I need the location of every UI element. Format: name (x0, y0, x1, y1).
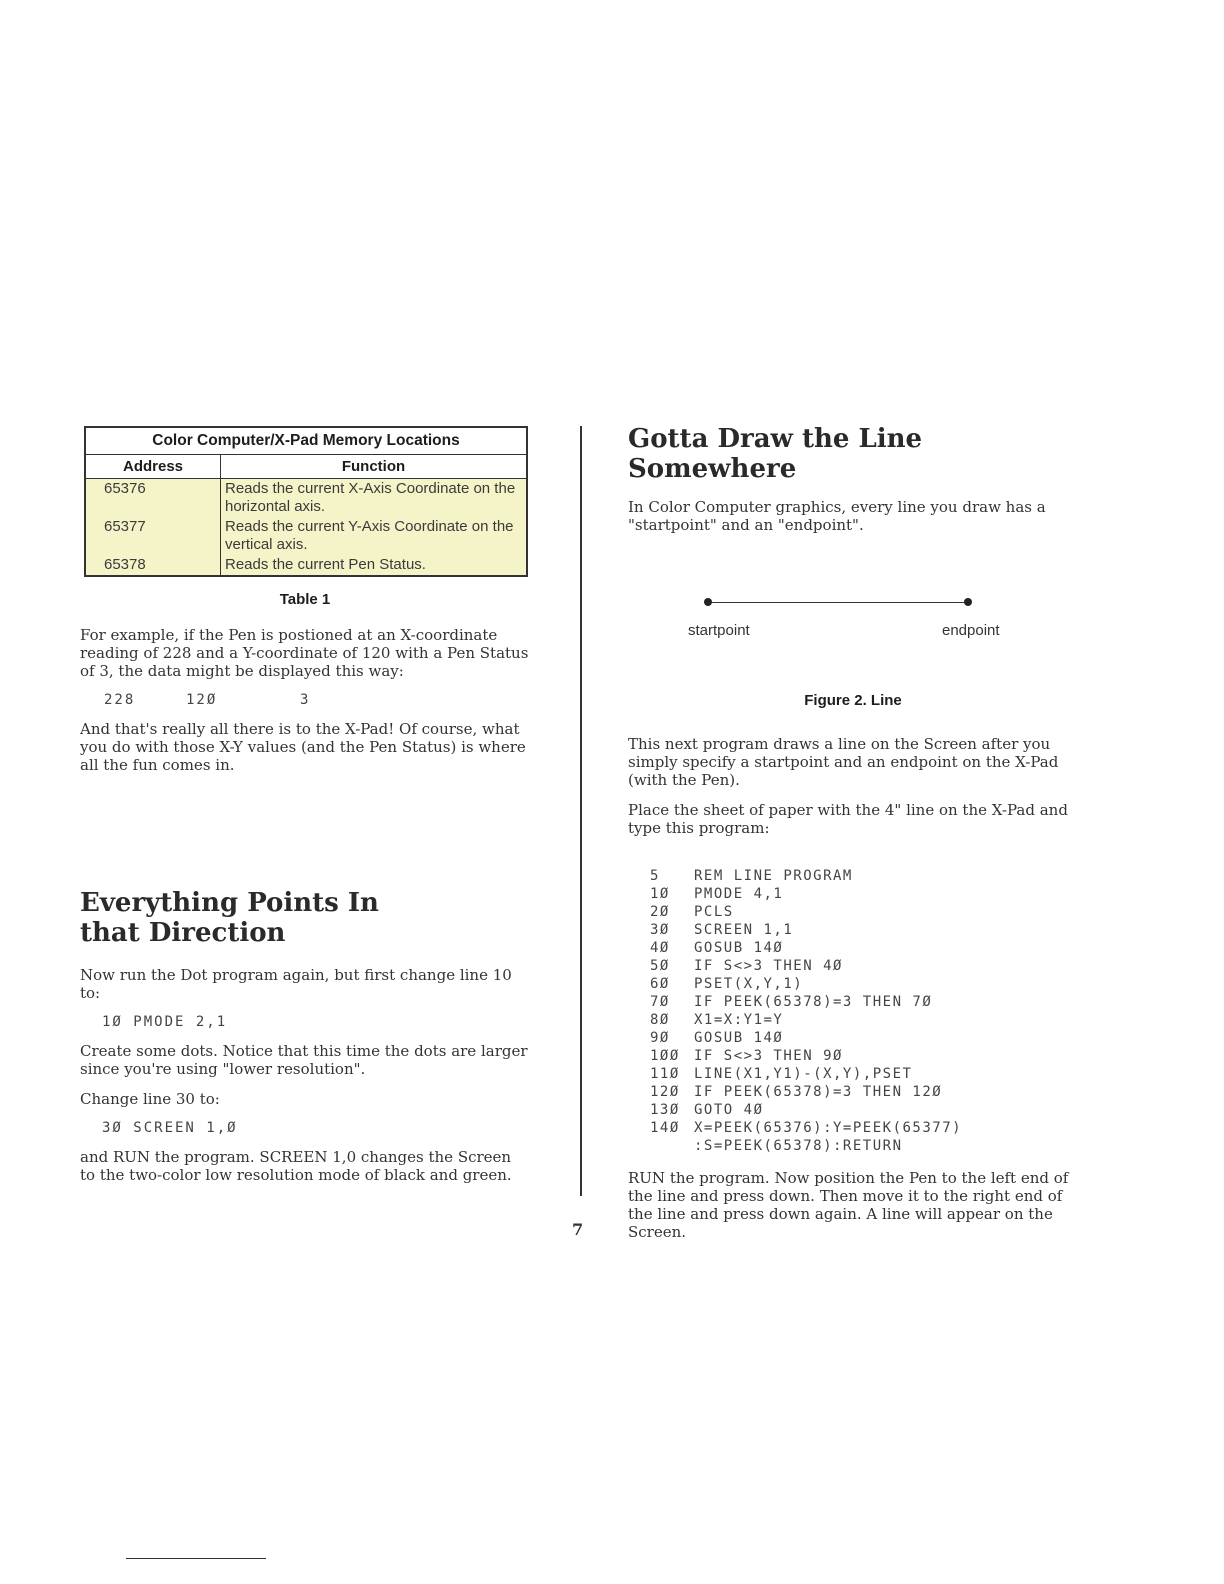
code-line (650, 1065, 1078, 1083)
section-heading: Gotta Draw the Line Somewhere (628, 424, 923, 484)
paragraph: For example, if the Pen is postioned at an X-coordinate reading of 228 and a Y-coordinate of 120 with a Pen Status of 3, the data might be displayed this way: (80, 626, 529, 680)
figure-caption: Figure 2. Line (804, 692, 902, 709)
code-line (650, 939, 1078, 957)
table-header-address: Address (85, 455, 221, 479)
paragraph: Place the sheet of paper with the 4" line on the X-Pad and type this program: (628, 801, 1068, 837)
line-number: 1Ø (650, 886, 670, 902)
line-code: GOTO 4Ø (694, 1102, 764, 1118)
table-row (85, 517, 527, 555)
line-number: 1ØØ (650, 1048, 680, 1064)
line-number: 14Ø (650, 1120, 680, 1136)
table-caption: Color Computer/X-Pad Memory Locations (85, 427, 527, 455)
figure-line (708, 602, 968, 603)
line-number: 13Ø (650, 1102, 680, 1118)
paragraph: Change line 30 to: (80, 1090, 220, 1108)
line-number: 3Ø (650, 922, 670, 938)
code-line (650, 903, 1078, 921)
code-line (650, 957, 1078, 975)
line-code: LINE(X1,Y1)-(X,Y),PSET (694, 1066, 913, 1082)
code-line (650, 885, 1078, 903)
code-line (650, 1101, 1078, 1119)
code-line (650, 921, 1078, 939)
line-code: IF PEEK(65378)=3 THEN 12Ø (694, 1084, 943, 1100)
line-code: IF S<>3 THEN 9Ø (694, 1048, 843, 1064)
paragraph: Now run the Dot program again, but first change line 10 to: (80, 966, 512, 1002)
paragraph: This next program draws a line on the Screen after you simply specify a startpoint and an endpoint on the X-Pad (with the Pen). (628, 735, 1059, 789)
line-code: PMODE 4,1 (694, 886, 784, 902)
line-code: IF S<>3 THEN 4Ø (694, 958, 843, 974)
column-divider (580, 426, 582, 1196)
line-number: 12Ø (650, 1084, 680, 1100)
table-header-function: Function (221, 455, 528, 479)
table-cell-function: Reads the current Pen Status. (221, 555, 528, 576)
line-code: REM LINE PROGRAM (694, 868, 853, 884)
line-number: 8Ø (650, 1012, 670, 1028)
table-label: Table 1 (279, 591, 331, 608)
code-line-continuation: :S=PEEK(65378):RETURN (694, 1138, 903, 1154)
paragraph: and RUN the program. SCREEN 1,0 changes the Screen to the two-color low resolution mode of black and green. (80, 1148, 512, 1184)
endpoint-label: endpoint (942, 622, 1000, 639)
line-code: IF PEEK(65378)=3 THEN 7Ø (694, 994, 933, 1010)
paragraph: Create some dots. Notice that this time the dots are larger since you're using "lower resolution". (80, 1042, 528, 1078)
page-number: 7 (572, 1220, 584, 1239)
line-code: GOSUB 14Ø (694, 1030, 784, 1046)
paragraph: RUN the program. Now position the Pen to the left end of the line and press down. Then move it to the right end of the line and press down again. A line will appear on the Screen. (628, 1169, 1069, 1241)
code-line (650, 1047, 1078, 1065)
line-code: PCLS (694, 904, 734, 920)
footer-rule (126, 1558, 266, 1559)
code-snippet: 1Ø PMODE 2,1 (102, 1014, 228, 1030)
line-number: 5Ø (650, 958, 670, 974)
code-snippet: 3Ø SCREEN 1,Ø (102, 1120, 238, 1136)
sample-x-value: 228 (104, 692, 136, 708)
figure-line-diagram (628, 570, 1078, 690)
endpoint-dot (964, 598, 972, 606)
table-cell-address: 65376 (85, 479, 221, 518)
table-cell-function: Reads the current X-Axis Coordinate on the horizontal axis. (221, 479, 528, 518)
sample-output (104, 692, 530, 708)
paragraph: In Color Computer graphics, every line you draw has a "startpoint" and an "endpoint". (628, 498, 1046, 534)
code-line (650, 867, 1078, 885)
table-cell-function: Reads the current Y-Axis Coordinate on the vertical axis. (221, 517, 528, 555)
code-line (650, 993, 1078, 1011)
line-number: 4Ø (650, 940, 670, 956)
section-heading: Everything Points In that Direction (80, 888, 379, 948)
paragraph: And that's really all there is to the X-Pad! Of course, what you do with those X-Y values (and the Pen Status) is where all the fun comes in. (80, 720, 526, 774)
sample-status-value: 3 (300, 692, 311, 708)
code-line (650, 1029, 1078, 1047)
line-number: 11Ø (650, 1066, 680, 1082)
line-number: 7Ø (650, 994, 670, 1010)
line-number: 9Ø (650, 1030, 670, 1046)
line-number: 5 (650, 868, 660, 884)
code-line (650, 1011, 1078, 1029)
left-column (80, 426, 530, 1184)
line-code: X1=X:Y1=Y (694, 1012, 784, 1028)
sample-y-value: 12Ø (186, 692, 218, 708)
program-listing (650, 867, 1078, 1155)
line-code: GOSUB 14Ø (694, 940, 784, 956)
code-line (650, 975, 1078, 993)
right-column (628, 424, 1078, 1241)
memory-locations-table (84, 426, 528, 577)
table-cell-address: 65377 (85, 517, 221, 555)
line-number: 6Ø (650, 976, 670, 992)
table-cell-address: 65378 (85, 555, 221, 576)
line-code: X=PEEK(65376):Y=PEEK(65377) (694, 1120, 963, 1136)
table-row (85, 479, 527, 518)
startpoint-dot (704, 598, 712, 606)
code-line (650, 1083, 1078, 1101)
code-line (650, 1119, 1078, 1137)
startpoint-label: startpoint (688, 622, 750, 639)
line-code: PSET(X,Y,1) (694, 976, 804, 992)
table-row (85, 555, 527, 576)
line-number: 2Ø (650, 904, 670, 920)
line-code: SCREEN 1,1 (694, 922, 794, 938)
